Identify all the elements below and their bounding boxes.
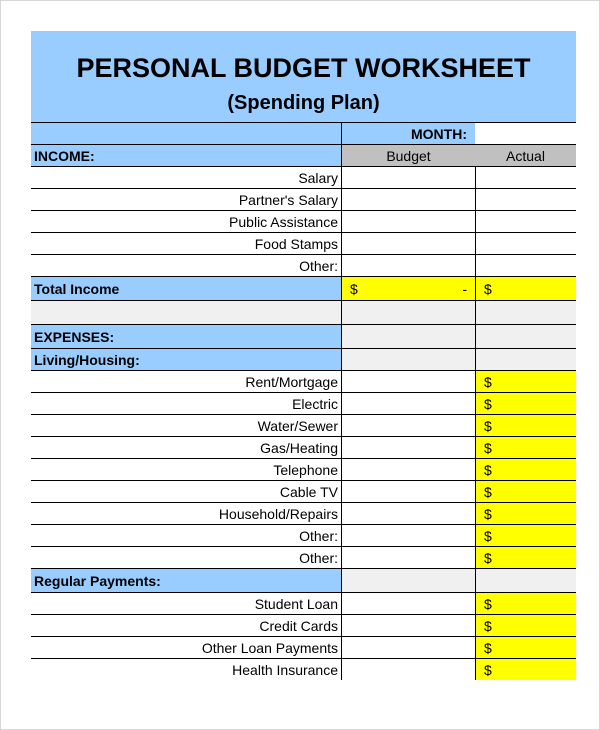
expenses-budget-cell	[341, 325, 475, 348]
title-block	[31, 31, 576, 122]
living-budget-cell	[341, 349, 475, 370]
living-item-currency: $	[484, 505, 492, 522]
income-item-budget-input[interactable]	[341, 189, 475, 210]
living-item-actual-input[interactable]	[475, 393, 576, 414]
living-item-row	[31, 502, 576, 524]
regular-header: Regular Payments:	[31, 569, 341, 592]
regular-item-actual-input[interactable]	[475, 593, 576, 614]
income-item-label: Partner's Salary	[238, 191, 338, 208]
living-item-currency: $	[484, 395, 492, 412]
living-item-actual-input[interactable]	[475, 503, 576, 524]
regular-item-actual-input[interactable]	[475, 659, 576, 680]
regular-item-actual-input[interactable]	[475, 637, 576, 658]
living-item-currency: $	[484, 461, 492, 478]
living-header: Living/Housing:	[31, 349, 341, 370]
expenses-header: EXPENSES:	[31, 325, 341, 348]
living-item-budget-input[interactable]	[341, 481, 475, 502]
living-item-currency: $	[484, 373, 492, 390]
regular-item-label: Other Loan Payments	[201, 639, 338, 656]
regular-item-budget-input[interactable]	[341, 637, 475, 658]
income-item-row	[31, 188, 576, 210]
income-item-actual-input[interactable]	[475, 189, 576, 210]
income-item-actual-input[interactable]	[475, 211, 576, 232]
income-item-row	[31, 166, 576, 188]
total-income-label: Total Income	[31, 277, 341, 300]
spacer-row	[31, 300, 576, 324]
living-item-currency: $	[484, 549, 492, 566]
living-item-budget-input[interactable]	[341, 415, 475, 436]
living-item-actual-input[interactable]	[475, 525, 576, 546]
expenses-actual-cell	[475, 325, 576, 348]
budget-worksheet	[31, 31, 576, 680]
regular-actual-cell	[475, 569, 576, 592]
living-item-row	[31, 436, 576, 458]
regular-item-currency: $	[484, 595, 492, 612]
income-header-row	[31, 144, 576, 166]
spacer-actual-cell	[475, 301, 576, 324]
month-row-spacer	[31, 123, 341, 144]
income-item-label: Other:	[299, 257, 338, 274]
living-item-row	[31, 458, 576, 480]
month-row	[31, 122, 576, 144]
regular-item-currency: $	[484, 661, 492, 678]
living-actual-cell	[475, 349, 576, 370]
total-income-budget-currency: $	[350, 280, 358, 297]
living-item-row	[31, 546, 576, 568]
living-header-row	[31, 348, 576, 370]
living-item-budget-input[interactable]	[341, 503, 475, 524]
living-item-budget-input[interactable]	[341, 525, 475, 546]
income-item-label: Food Stamps	[254, 235, 338, 252]
income-item-budget-input[interactable]	[341, 167, 475, 188]
income-item-label: Public Assistance	[229, 213, 338, 230]
living-item-actual-input[interactable]	[475, 415, 576, 436]
regular-item-budget-input[interactable]	[341, 593, 475, 614]
income-item-row	[31, 254, 576, 276]
living-item-label: Cable TV	[279, 483, 338, 500]
income-item-budget-input[interactable]	[341, 233, 475, 254]
living-item-row	[31, 414, 576, 436]
regular-item-row	[31, 658, 576, 680]
living-item-label: Telephone	[273, 461, 338, 478]
living-item-label: Household/Repairs	[218, 505, 338, 522]
month-label: MONTH:	[341, 123, 475, 144]
living-item-currency: $	[484, 439, 492, 456]
total-income-actual-currency: $	[484, 280, 492, 297]
total-income-budget[interactable]	[341, 277, 475, 300]
living-item-label: Gas/Heating	[260, 439, 338, 456]
month-input[interactable]	[475, 123, 576, 144]
income-item-actual-input[interactable]	[475, 255, 576, 276]
income-item-actual-input[interactable]	[475, 167, 576, 188]
living-item-currency: $	[484, 527, 492, 544]
regular-item-label: Student Loan	[254, 595, 338, 612]
page-title: PERSONAL BUDGET WORKSHEET	[76, 53, 531, 83]
budget-column-header: Budget	[341, 145, 475, 166]
living-item-currency: $	[484, 483, 492, 500]
living-item-budget-input[interactable]	[341, 371, 475, 392]
regular-item-label: Credit Cards	[259, 617, 338, 634]
income-header: INCOME:	[31, 145, 341, 166]
page-subtitle: (Spending Plan)	[227, 92, 380, 114]
living-item-label: Electric	[292, 395, 338, 412]
living-item-budget-input[interactable]	[341, 459, 475, 480]
regular-item-row	[31, 636, 576, 658]
expenses-header-row	[31, 324, 576, 348]
regular-item-budget-input[interactable]	[341, 615, 475, 636]
income-item-row	[31, 232, 576, 254]
income-item-budget-input[interactable]	[341, 255, 475, 276]
regular-item-actual-input[interactable]	[475, 615, 576, 636]
income-item-label: Salary	[298, 169, 338, 186]
spacer-budget-cell	[341, 301, 475, 324]
living-item-actual-input[interactable]	[475, 371, 576, 392]
income-item-row	[31, 210, 576, 232]
living-item-actual-input[interactable]	[475, 547, 576, 568]
living-item-label: Rent/Mortgage	[245, 373, 338, 390]
living-item-row	[31, 480, 576, 502]
living-item-label: Other:	[299, 549, 338, 566]
actual-column-header: Actual	[475, 145, 576, 166]
regular-item-row	[31, 592, 576, 614]
living-item-label: Other:	[299, 527, 338, 544]
regular-budget-cell	[341, 569, 475, 592]
total-income-budget-value: -	[462, 280, 467, 297]
regular-item-budget-input[interactable]	[341, 659, 475, 680]
regular-header-row	[31, 568, 576, 592]
living-item-row	[31, 524, 576, 546]
living-item-label: Water/Sewer	[257, 417, 338, 434]
regular-item-label: Health Insurance	[232, 661, 338, 678]
regular-item-currency: $	[484, 639, 492, 656]
regular-item-row	[31, 614, 576, 636]
living-item-currency: $	[484, 417, 492, 434]
living-item-budget-input[interactable]	[341, 547, 475, 568]
living-item-actual-input[interactable]	[475, 437, 576, 458]
spacer-cell	[31, 301, 341, 324]
living-item-actual-input[interactable]	[475, 481, 576, 502]
regular-item-currency: $	[484, 617, 492, 634]
income-item-actual-input[interactable]	[475, 233, 576, 254]
living-item-budget-input[interactable]	[341, 437, 475, 458]
total-income-actual[interactable]	[475, 277, 576, 300]
living-item-row	[31, 392, 576, 414]
living-item-budget-input[interactable]	[341, 393, 475, 414]
living-item-actual-input[interactable]	[475, 459, 576, 480]
living-item-row	[31, 370, 576, 392]
income-item-budget-input[interactable]	[341, 211, 475, 232]
total-income-row	[31, 276, 576, 300]
